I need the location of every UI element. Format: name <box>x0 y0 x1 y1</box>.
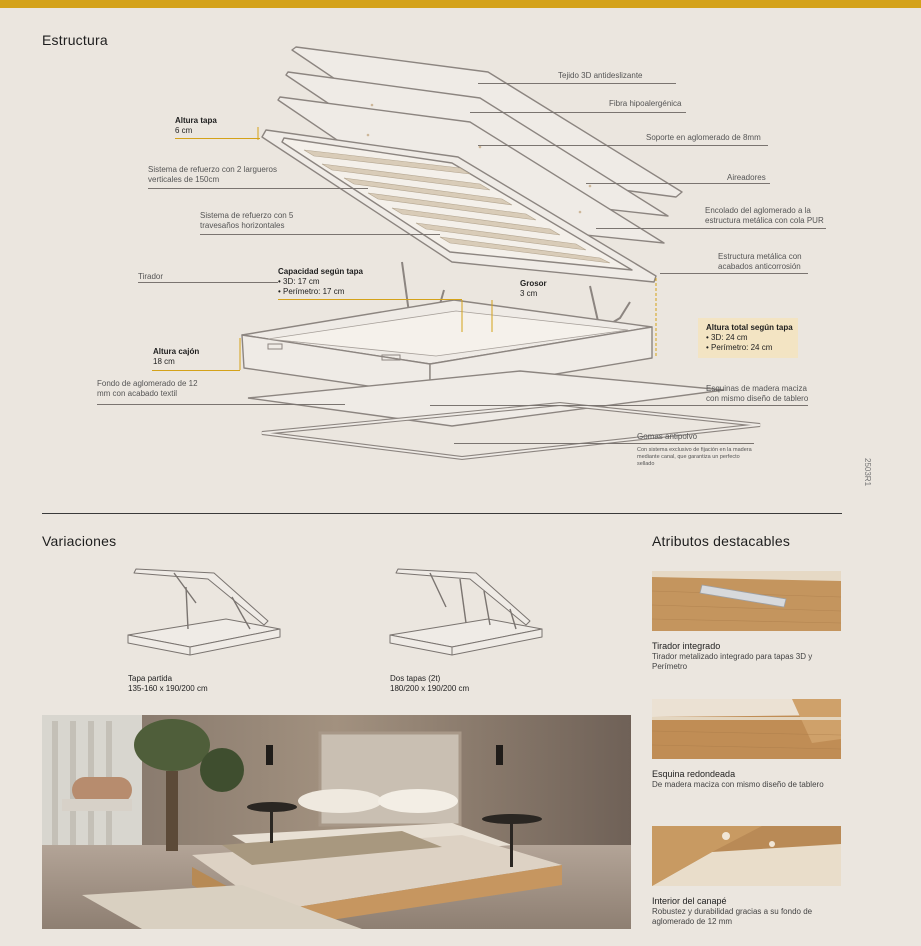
label-thickness: Grosor 3 cm <box>520 279 547 298</box>
structure-title: Estructura <box>42 32 108 48</box>
leader-line <box>200 234 440 235</box>
variations-title: Variaciones <box>42 533 117 549</box>
label-pur-glue: Encolado del aglomerado a la estructura metálica con cola PUR <box>705 206 824 225</box>
attribute-corner-title: Esquina redondeada <box>652 769 736 779</box>
leader-line <box>152 370 240 371</box>
label-fiber: Fibra hipoalergénica <box>609 99 682 108</box>
leader-line <box>478 145 768 146</box>
attribute-handle-desc: Tirador metalizado integrado para tapas 3D y Perímetro <box>652 652 813 671</box>
label-box-height: Altura cajón 18 cm <box>153 347 200 366</box>
leader-line <box>138 282 278 283</box>
leader-line <box>148 188 368 189</box>
label-lid-height: Altura tapa 6 cm <box>175 116 217 135</box>
section-divider <box>42 513 842 514</box>
attribute-interior-title: Interior del canapé <box>652 896 727 906</box>
label-ventilators: Aireadores <box>727 173 766 182</box>
leader-line <box>175 138 260 139</box>
leader-line <box>430 405 808 406</box>
label-3d-fabric: Tejido 3D antideslizante <box>558 71 643 80</box>
leader-line <box>97 404 345 405</box>
attributes-title: Atributos destacables <box>652 533 791 549</box>
label-horizontal-reinforcement: Sistema de refuerzo con 5 travesaños horizontales <box>200 211 294 230</box>
label-support-board: Soporte en aglomerado de 8mm <box>646 133 761 142</box>
leader-line <box>586 183 770 184</box>
label-metal-structure: Estructura metálica con acabados anticorrosión <box>718 252 802 271</box>
label-handle: Tirador <box>138 272 164 281</box>
label-vertical-reinforcement: Sistema de refuerzo con 2 largueros verticales de 150cm <box>148 165 277 184</box>
attribute-handle-photo <box>652 571 841 631</box>
label-dust-rubbers-note: Con sistema exclusivo de fijación en la madera mediante canal, que garantiza un perfecto sellado <box>637 447 752 467</box>
label-capacity: Capacidad según tapa • 3D: 17 cm • Perímetro: 17 cm <box>278 267 363 296</box>
label-dust-rubbers: Gomas antipolvo <box>637 432 698 441</box>
attribute-interior-desc: Robustez y durabilidad gracias a su fondo de aglomerado de 12 mm <box>652 907 813 926</box>
reference-code: 2503R1 <box>863 458 872 487</box>
variation-split-lid-caption: Tapa partida 135-160 x 190/200 cm <box>128 674 208 693</box>
leader-line <box>660 273 808 274</box>
label-bottom-board: Fondo de aglomerado de 12 mm con acabado textil <box>97 379 198 398</box>
attribute-handle-title: Tirador integrado <box>652 641 721 651</box>
leader-line <box>278 299 462 300</box>
leader-line <box>470 112 686 113</box>
bedroom-photo <box>42 715 631 929</box>
leader-line <box>478 83 676 84</box>
leader-line <box>596 228 826 229</box>
label-total-height: Altura total según tapa • 3D: 24 cm • Perímetro: 24 cm <box>706 323 793 352</box>
variation-two-lids-caption: Dos tapas (2t) 180/200 x 190/200 cm <box>390 674 470 693</box>
label-wood-corners: Esquinas de madera maciza con mismo diseño de tablero <box>706 384 809 403</box>
attribute-corner-photo <box>652 699 841 759</box>
variation-two-lids-drawing <box>386 563 546 658</box>
variation-split-lid-drawing <box>124 563 284 658</box>
attribute-corner-desc: De madera maciza con mismo diseño de tablero <box>652 780 824 789</box>
leader-line <box>454 443 754 444</box>
attribute-interior-photo <box>652 826 841 886</box>
